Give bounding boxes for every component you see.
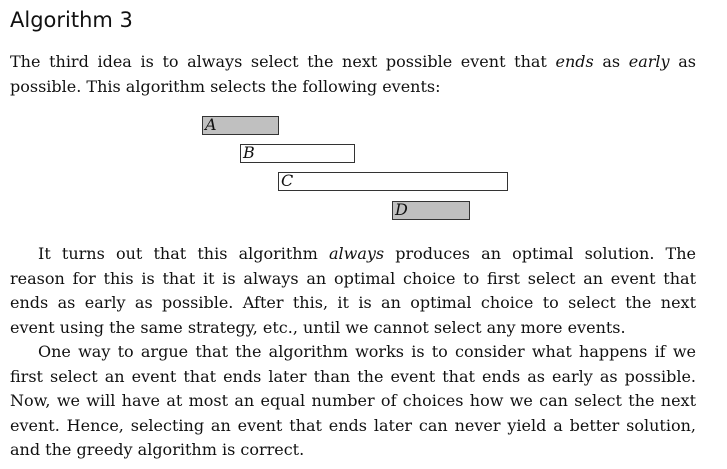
text-line: and the greedy algorithm is correct. xyxy=(10,440,305,459)
text-line xyxy=(10,242,696,267)
text-line: event. Hence, selecting an event that ends later can never yield a better solution, xyxy=(10,415,696,435)
event-bar-d xyxy=(392,201,470,220)
emphasis-text: ends xyxy=(555,52,594,71)
text-line: first select an event that ends later than the event that ends as early as possible. xyxy=(10,366,696,386)
text-segment: One way to argue that the algorithm works is to consider what happens if we xyxy=(38,342,696,361)
text-line: reason for this is that it is always an optimal choice to first select an event that xyxy=(10,268,696,288)
event-label-c: C xyxy=(281,171,294,190)
text-line: possible. This algorithm selects the following events: xyxy=(10,76,441,96)
section-heading: Algorithm 3 xyxy=(10,8,133,32)
text-segment: as xyxy=(678,52,696,71)
event-bar-b xyxy=(240,144,355,163)
event-label-b: B xyxy=(243,143,255,162)
event-label-a: A xyxy=(205,115,217,134)
body-text xyxy=(10,242,696,463)
event-bar-c xyxy=(278,172,508,191)
event-label-d: D xyxy=(395,200,408,219)
text-line: Now, we will have at most an equal number of choices how we can select the next xyxy=(10,391,696,410)
text-segment: produces an optimal solution. The xyxy=(395,244,697,263)
emphasis-text: always xyxy=(328,244,385,263)
text-line: event using the same strategy, etc., until we cannot select any more events. xyxy=(10,317,626,337)
text-line xyxy=(10,340,696,365)
emphasis-text: early xyxy=(628,52,670,71)
text-segment: It turns out that this algorithm xyxy=(38,244,318,263)
text-line: ends as early as possible. After this, it is an optimal choice to select the next xyxy=(10,293,696,312)
intro-paragraph xyxy=(10,50,696,99)
text-line xyxy=(10,50,696,75)
event-bar-a xyxy=(202,116,279,135)
text-segment: as xyxy=(602,52,621,71)
text-segment: The third idea is to always select the next possible event that xyxy=(10,52,547,71)
